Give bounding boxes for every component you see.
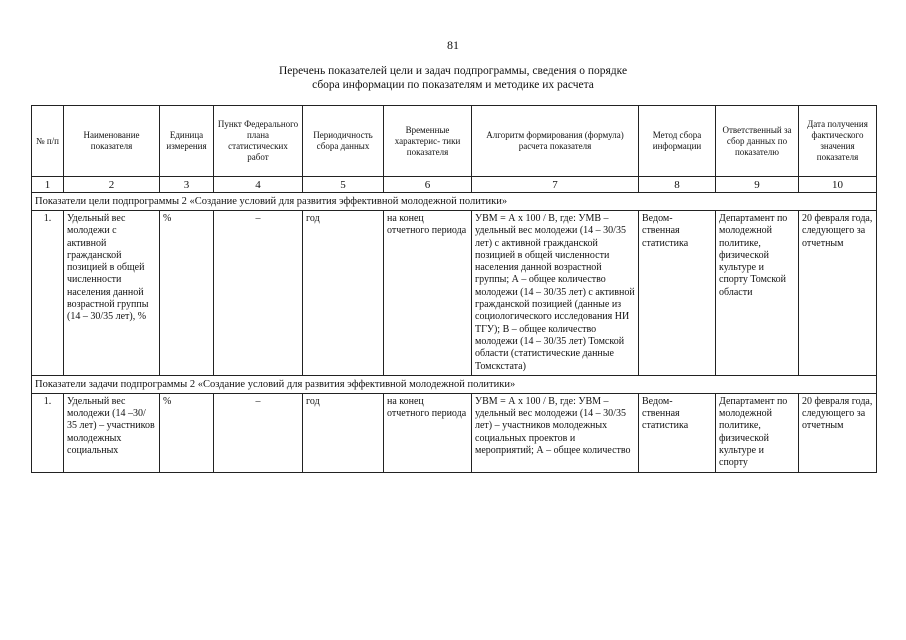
date-cell: 20 февраля года, следующего за отчетным [799, 211, 877, 376]
algorithm-cell [472, 393, 639, 472]
column-number: 10 [799, 177, 877, 193]
column-number: 2 [64, 177, 160, 193]
method-cell: Ведом- ственная статистика [639, 393, 716, 472]
algorithm-text: УВМ = А х 100 / В, где: УВМ – удельный вес молодежи (14 – 30/35 лет) – участников молодежных социальных проектов и мероприятий; А – общее количество [475, 395, 631, 457]
header-cell-timing: Временные характерис- тики показателя [384, 106, 472, 177]
header-cell-name: Наименование показателя [64, 106, 160, 177]
plan-item-cell: – [214, 211, 303, 376]
table-row [32, 211, 877, 376]
page-number: 81 [447, 38, 459, 52]
unit-cell: % [160, 393, 214, 472]
header-row [32, 106, 877, 177]
indicators-table [31, 105, 877, 473]
responsible-cell: Департамент по молодежной политике, физической культуре и спорту Томской области [716, 211, 799, 376]
timing-cell: на конец отчетного периода [384, 393, 472, 472]
frequency-cell: год [303, 211, 384, 376]
table-row [32, 393, 877, 472]
indicator-name [64, 393, 160, 472]
header-cell-date: Дата получения фактического значения показателя [799, 106, 877, 177]
header-cell-unit: Единица измерения [160, 106, 214, 177]
header-cell-plan-item: Пункт Федерального плана статистических работ [214, 106, 303, 177]
column-number: 3 [160, 177, 214, 193]
section-task-row [32, 375, 877, 393]
algorithm-cell: УВМ = А х 100 / В, где: УМВ – удельный вес молодежи (14 – 30/35 лет) с активной гражданской позицией в общей численности населения данной возрастной группы; А – общее количество молодежи (14 – 30/35 лет) с активной гражданской позицией (данные из социологического исследования НИ ТГУ); В – общее количество молодежи (14 – 30/35 лет) Томской области (статистические данные Томскстата) [472, 211, 639, 376]
indicator-name: Удельный вес молодежи с активной гражданской позицией в общей численности населения данной возрастной группы (14 – 30/35 лет), % [64, 211, 160, 376]
header-cell-method: Метод сбора информации [639, 106, 716, 177]
indicator-name-text: Удельный вес молодежи (14 –30/ 35 лет) – участников молодежных социальных [67, 395, 155, 457]
column-number: 9 [716, 177, 799, 193]
section-goal-title: Показатели цели подпрограммы 2 «Создание условий для развития эффективной молодежной политики» [32, 193, 877, 211]
column-number: 4 [214, 177, 303, 193]
header-cell-algorithm: Алгоритм формирования (формула) расчета показателя [472, 106, 639, 177]
title-line-2: сбора информации по показателям и методике их расчета [312, 79, 594, 91]
header-cell-frequency: Периодичность сбора данных [303, 106, 384, 177]
method-cell: Ведом- ственная статистика [639, 211, 716, 376]
row-number: 1. [32, 211, 64, 376]
column-number: 5 [303, 177, 384, 193]
title-line-1: Перечень показателей цели и задач подпрограммы, сведения о порядке [278, 65, 628, 77]
responsible-text: Департамент по молодежной политике, физической культуре и спорту [719, 395, 788, 469]
plan-item-cell: – [214, 393, 303, 472]
column-number: 1 [32, 177, 64, 193]
header-cell-num: № п/п [32, 106, 64, 177]
header-cell-responsible: Ответственный за сбор данных по показателю [716, 106, 799, 177]
unit-cell: % [160, 211, 214, 376]
column-number: 8 [639, 177, 716, 193]
timing-cell: на конец отчетного периода [384, 211, 472, 376]
column-number: 6 [384, 177, 472, 193]
date-cell: 20 февраля года, следующего за отчетным [799, 393, 877, 472]
column-number: 7 [472, 177, 639, 193]
frequency-cell: год [303, 393, 384, 472]
row-number: 1. [32, 393, 64, 472]
responsible-cell [716, 393, 799, 472]
column-number-row [32, 177, 877, 193]
section-goal-row [32, 193, 877, 211]
section-task-title: Показатели задачи подпрограммы 2 «Создание условий для развития эффективной молодежной политики» [32, 375, 877, 393]
document-title [200, 64, 706, 92]
